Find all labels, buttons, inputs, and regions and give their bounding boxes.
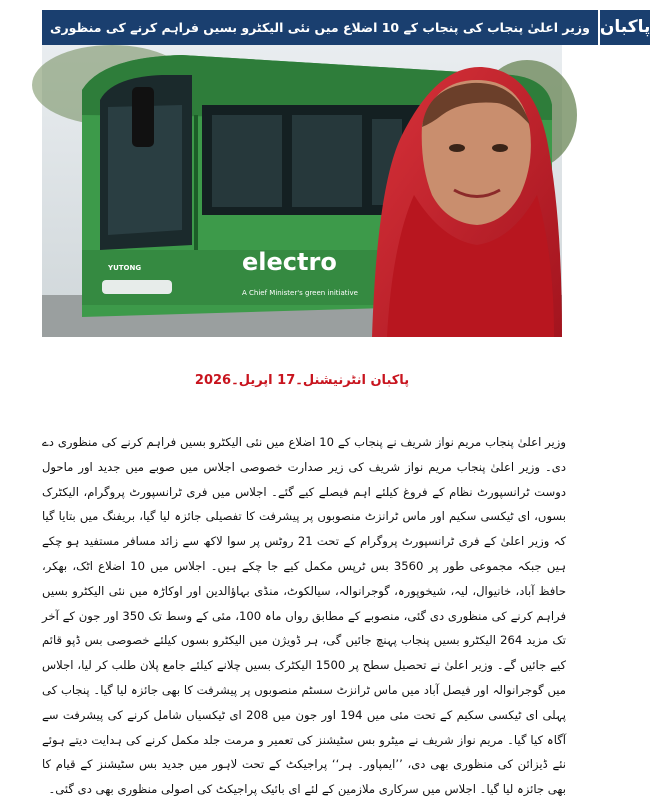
brand-logo: پاکبان — [598, 10, 650, 45]
headline-text: وزیر اعلیٰ پنجاب کی پنجاب کے 10 اضلاع میں نئی الیکٹرو بسیں فراہم کرنے کی منظوری — [42, 10, 598, 45]
dateline: پاکبان انٹرنیشنل۔17 اپریل۔2026 — [194, 373, 410, 388]
bus-slogan: A Chief Minister's green initiative — [242, 289, 358, 297]
headline-banner — [42, 10, 650, 45]
bus-front-brand: YUTONG — [108, 264, 142, 272]
bus-logo: electro — [242, 248, 337, 276]
article-body: وزیر اعلیٰ پنجاب مریم نواز شریف نے پنجاب کے 10 اضلاع میں نئی الیکٹرو بسیں فراہم کرنے کی منظوری دے دی۔ وزیر اعلیٰ پنجاب مریم نواز شریف کی زیر صدارت خصوصی اجلاس میں صوبے میں جدید اور ماحول دوست ٹرانسپورٹ نظام کے فروغ کیلئے اہم فیصلے کیے گئے۔ اجلاس میں فری ٹرانسپورٹ پروگرام، الیکٹرک بسوں، ای ٹیکسی سکیم اور ماس ٹرانزٹ منصوبوں پر پیشرفت کا تفصیلی جائزہ لیا گیا، بریفنگ میں بتایا گیا کہ وزیر اعلیٰ کے فری ٹرانسپورٹ پروگرام کے تحت 21 روٹس پر سوا لاکھ سے زائد مسافر مستفید ہو چکے ہیں جبکہ مجموعی طور پر 3560 بس ٹرپس مکمل کیے جا چکے ہیں۔ اجلاس میں 10 اضلاع اٹک، بھکر، حافظ آباد، خانیوال، لیہ، شیخوپورہ، گوجرانوالہ، سیالکوٹ، منڈی بہاؤالدین اور اوکاڑہ میں نئی الیکٹرو بسیں فراہم کرنے کی منظوری دی گئی، منصوبے کے مطابق رواں ماہ 100، مئی کے وسط تک 350 اور جون کے آخر تک مزید 264 الیکٹرو بسیں پنجاب پہنچ جائیں گی، ہر ڈویژن میں الیکٹرو بسوں کیلئے خصوصی بس ڈپو قائم کیے جائیں گے۔ وزیر اعلیٰ نے تحصیل سطح پر 1500 الیکٹرک بسیں چلانے کیلئے جامع پلان طلب کر لیا، اجلاس میں گوجرانوالہ اور فیصل آباد میں ماس ٹرانزٹ سسٹم منصوبوں پر پیشرفت کا بھی جائزہ لیا گیا۔ پنجاب کی پہلی ای ٹیکسی سکیم کے تحت مئی میں 194 اور جون میں 208 ای ٹیکسیاں شامل کرنے کی پیشرفت سے آگاہ کیا گیا۔ مریم نواز شریف نے میٹرو بس سٹیشنز کی تعمیر و مرمت جلد مکمل کرنے کی ہدایت دیتے ہوئے نئے ڈیزائن کی منظوری بھی دی، ’’ایمپاور۔ ہر‘‘ پراجیکٹ کے تحت لاہور میں جدید بس سٹیشنز کے قیام کا بھی جائزہ لیا گیا۔ اجلاس میں سرکاری ملازمین کے لئے ای بائیک پراجیکٹ کی اصولی منظوری بھی دی گئی۔ — [42, 435, 566, 797]
news-photo — [42, 45, 562, 337]
